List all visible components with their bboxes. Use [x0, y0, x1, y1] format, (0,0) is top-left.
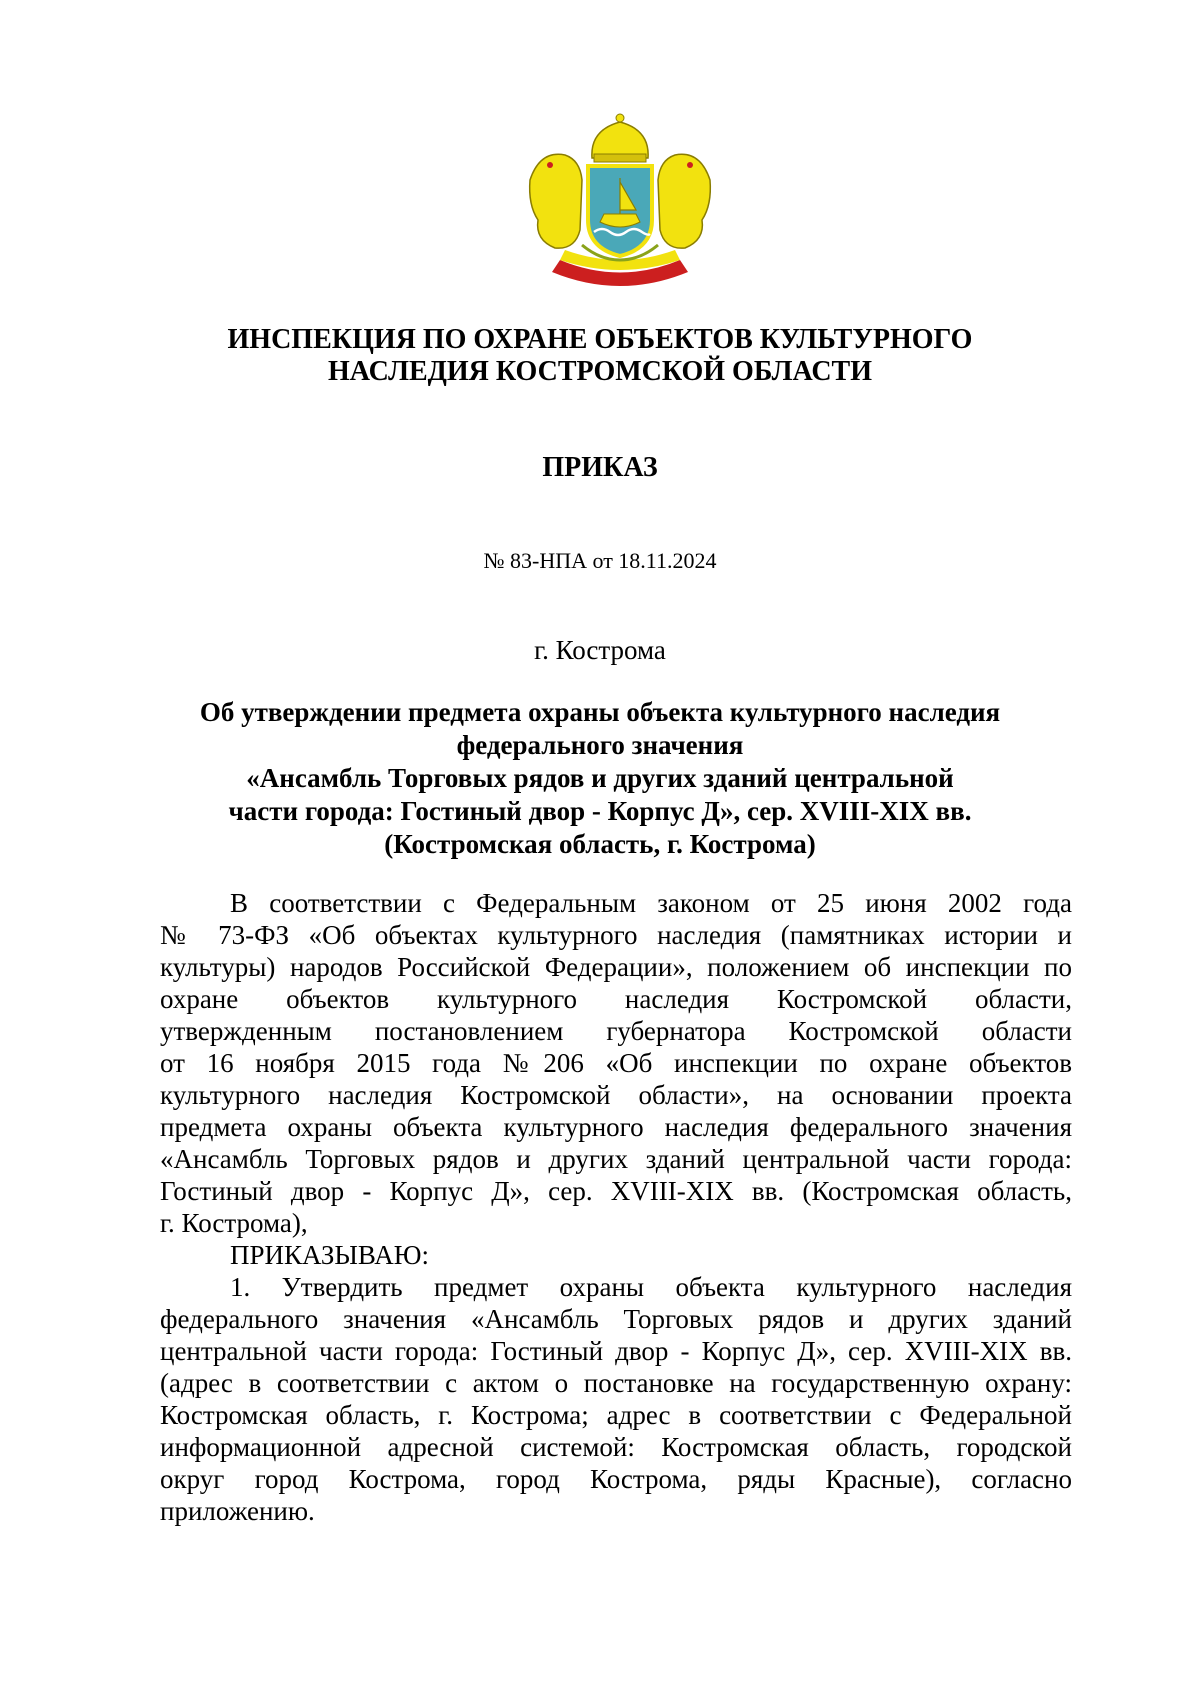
- document-body: [160, 887, 1072, 1527]
- document-number: № 83-НПА от 18.11.2024: [483, 548, 717, 573]
- coat-of-arms-icon: [520, 110, 720, 300]
- preamble-line: охране объектов культурного наследия Костромской области,: [160, 984, 1072, 1014]
- preamble-line: В соответствии с Федеральным законом от 25 июня 2002 года: [230, 888, 1072, 918]
- preamble-line: Гостиный двор - Корпус Д», сер. XVIII-XIX вв. (Костромская область,: [160, 1176, 1072, 1206]
- preamble-line: г. Кострома),: [160, 1208, 308, 1238]
- preamble-line: культурного наследия Костромской области», на основании проекта: [160, 1080, 1072, 1110]
- item-1-line: приложению.: [160, 1496, 315, 1526]
- preamble-line: от 16 ноября 2015 года №206 «Об инспекции по охране объектов: [160, 1048, 1072, 1078]
- preamble-line: утвержденным постановлением губернатора Костромской области: [160, 1016, 1072, 1046]
- agency-title-line-1: ИНСПЕКЦИЯ ПО ОХРАНЕ ОБЪЕКТОВ КУЛЬТУРНОГО: [227, 324, 973, 355]
- document-city: г. Кострома: [534, 635, 666, 665]
- subject-line: части города: Гостиный двор - Корпус Д», сер. XVIII-XIX вв.: [228, 796, 972, 826]
- item-1-line: (адрес в соответствии с актом о постановке на государственную охрану:: [160, 1368, 1072, 1398]
- item-1-line: 1. Утвердить предмет охраны объекта культурного наследия: [230, 1272, 1072, 1302]
- subject-line: федерального значения: [456, 730, 744, 760]
- item-1-line: федерального значения «Ансамбль Торговых рядов и других зданий: [160, 1304, 1072, 1334]
- document-type: ПРИКАЗ: [542, 452, 658, 483]
- preamble-line: № 73-ФЗ «Об объектах культурного наследия (памятниках истории и: [160, 920, 1072, 950]
- agency-title-line-2: НАСЛЕДИЯ КОСТРОМСКОЙ ОБЛАСТИ: [327, 356, 873, 387]
- item-1-line: Костромская область, г. Кострома; адрес в соответствии с Федеральной: [160, 1400, 1072, 1430]
- subject-line: Об утверждении предмета охраны объекта культурного наследия: [199, 697, 1001, 727]
- subject-line: (Костромская область, г. Кострома): [384, 829, 816, 859]
- preamble-line: «Ансамбль Торговых рядов и других зданий центральной части города:: [160, 1144, 1072, 1174]
- preamble-line: предмета охраны объекта культурного наследия федерального значения: [160, 1112, 1072, 1142]
- agency-title: [160, 324, 1040, 388]
- item-1-line: центральной части города: Гостиный двор - Корпус Д», сер. XVIII-XIX вв.: [160, 1336, 1072, 1366]
- order-word: ПРИКАЗЫВАЮ:: [230, 1240, 429, 1270]
- item-1-line: округ город Кострома, город Кострома, ряды Красные), согласно: [160, 1464, 1072, 1494]
- item-1-line: информационной адресной системой: Костромская область, городской: [160, 1432, 1072, 1462]
- document-subject: [150, 696, 1050, 861]
- subject-line: «Ансамбль Торговых рядов и других зданий центральной: [246, 763, 954, 793]
- preamble-line: культуры) народов Российской Федерации», положением об инспекции по: [160, 952, 1072, 982]
